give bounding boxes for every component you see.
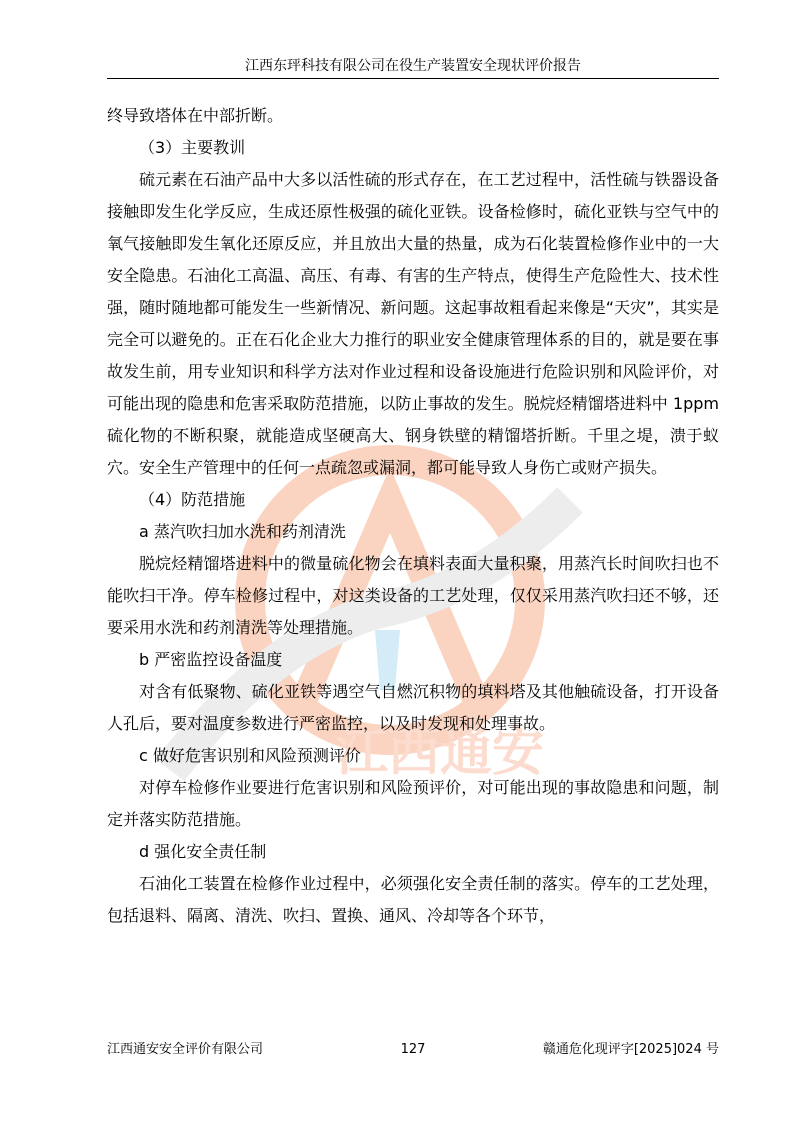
paragraph: 石油化工装置在检修作业过程中，必须强化安全责任制的落实。停车的工艺处理，包括退料、隔离、清洗、吹扫、置换、通风、冷却等各个环节， [107,874,719,925]
paragraph: 对停车检修作业要进行危害识别和风险预评价，对可能出现的事故隐患和问题，制定并落实防范措施。 [107,778,719,829]
section-heading: （3）主要教训 [139,138,246,157]
page-header: 江西东玶科技有限公司在役生产装置安全现状评价报告 [245,58,581,74]
paragraph: 对含有低聚物、硫化亚铁等遇空气自燃沉积物的填料塔及其他触硫设备，打开设备人孔后，要对温度参数进行严密监控，以及时发现和处理事故。 [107,682,719,733]
subheading: d 强化安全责任制 [139,842,267,861]
page-footer [107,1040,719,1060]
footer-company: 江西通安安全评价有限公司 [107,1042,264,1057]
subheading: a 蒸汽吹扫加水洗和药剂清洗 [139,522,346,541]
watermark-text: 江西通安 [335,723,545,783]
subheading: c 做好危害识别和风险预测评价 [139,746,361,765]
section-heading: （4）防范措施 [139,490,246,509]
paragraph: 脱烷烃精馏塔进料中的微量硫化物会在填料表面大量积聚，用蒸汽长时间吹扫也不能吹扫干净。停车检修过程中，对这类设备的工艺处理，仅仅采用蒸汽吹扫还不够，还要采用水洗和药剂清洗等处理措施。 [107,554,719,637]
paragraph: 硫元素在石油产品中大多以活性硫的形式存在，在工艺过程中，活性硫与铁器设备接触即发生化学反应，生成还原性极强的硫化亚铁。设备检修时，硫化亚铁与空气中的氧气接触即发生氧化还原反应，并且放出大量的热量，成为石化装置检修作业中的一大安全隐患。石油化工高温、高压、有毒、有害的生产特点，使得生产危险性大、技术性强，随时随地都可能发生一些新情况、新问题。这起事故粗看起来像是“天灾”，其实是完全可以避免的。正在石化企业大力推行的职业安全健康管理体系的目的，就是要在事故发生前，用专业知识和科学方法对作业过程和设备设施进行危险识别和风险评价，对可能出现的隐患和危害采取防范措施，以防止事故的发生。脱烷烃精馏塔进料中 1ppm 硫化物的不断积聚，就能造成坚硬高大、钢身铁壁的精馏塔折断。千里之堤，溃于蚁穴。安全生产管理中的任何一点疏忽或漏洞，都可能导致人身伤亡或财产损失。 [107,170,719,477]
header-divider [107,78,719,79]
paragraph: 终导致塔体在中部折断。 [107,106,284,125]
page-number: 127 [400,1042,426,1057]
subheading: b 严密监控设备温度 [139,650,283,669]
report-number: 赣通危化现评字[2025]024 号 [542,1042,719,1057]
body-text [107,100,719,932]
